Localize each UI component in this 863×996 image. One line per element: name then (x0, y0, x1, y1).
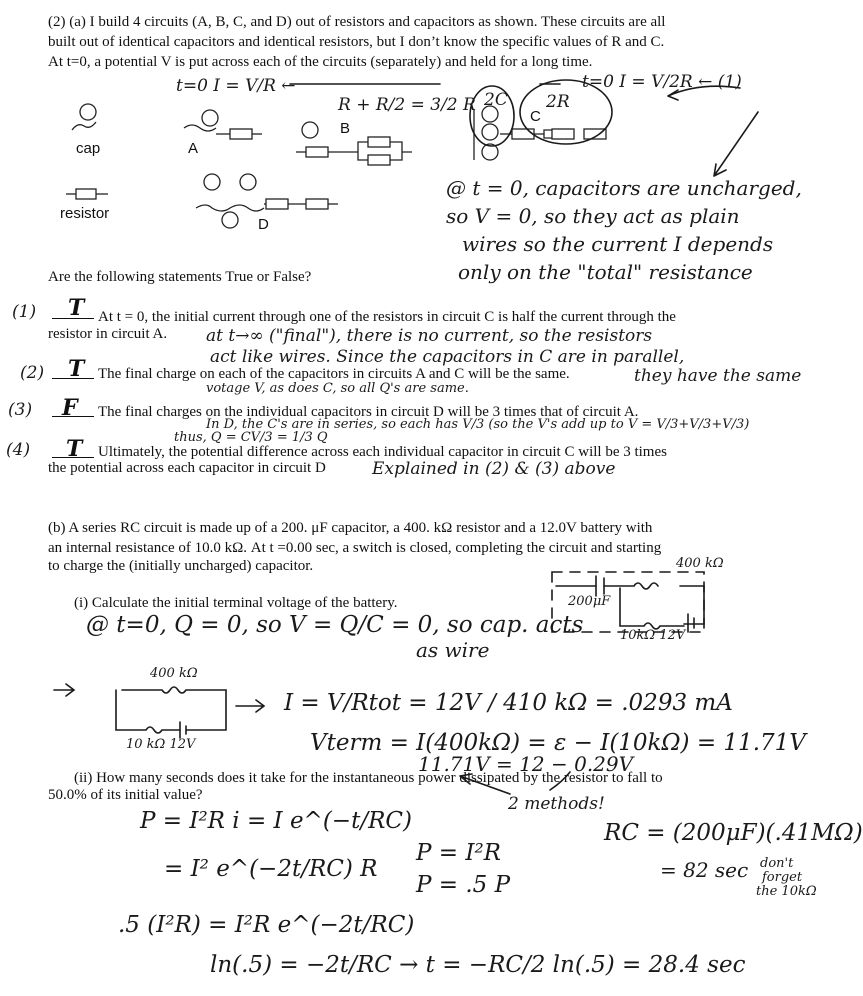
circuit-d-label: D (258, 216, 269, 233)
statement-2-text: The final charge on each of the capacitors in circuits A and C will be the same. (98, 366, 570, 382)
statement-1-answer: T (68, 295, 85, 321)
resistor-symbol (66, 189, 108, 199)
hw-2r: 2R (546, 92, 570, 112)
cap-label: cap (76, 140, 101, 157)
circuit-b-label: B (340, 120, 351, 137)
hw-uncharged-3: wires so the current I depends (462, 232, 774, 256)
hw-work-ii-1: P = I²R i = I e^(−t/RC) (140, 808, 412, 834)
circuit-c-diagram (470, 80, 612, 160)
hw-final-3: they have the same (634, 366, 802, 386)
statement-2-number: (2) (20, 363, 45, 383)
question-prompt: Are the following statements True or False? (48, 269, 312, 285)
hw-final-2: act like wires. Since the capacitors in C are in parallel, (210, 347, 685, 367)
question-ii-line-2: 50.0% of its initial value? (48, 787, 203, 803)
statement-3-text: The final charges on the individual capacitors in circuit D will be 3 times that of circuit A. (98, 404, 639, 420)
hw-final-4: votage V, as does C, so all Q's are same. (206, 381, 469, 396)
resistor-label: resistor (60, 205, 110, 222)
hw-d-2: thus, Q = CV/3 = 1/3 Q (174, 430, 328, 445)
hw-top-left: t=0 I = V/R ← (176, 76, 296, 96)
cap-symbol (72, 104, 96, 130)
statement-1-text-2: resistor in circuit A. (48, 326, 168, 342)
hw-circuit-200uf: 200μF (568, 594, 611, 609)
hw-uncharged-1: @ t = 0, capacitors are uncharged, (446, 176, 802, 200)
hw-work-ii-4: P = .5 P (416, 872, 511, 898)
hw-d-1: In D, the C's are in series, so each has V/3 (so the V's add up to V = V/3+V/3+V/3) (206, 417, 750, 432)
hw-work-i-2: as wire (416, 638, 490, 662)
circuit-c-label: C (530, 108, 541, 125)
part-b-intro-line-2: an internal resistance of 10.0 kΩ. At t =0.00 sec, a switch is closed, completing the circuit and starting (48, 540, 662, 556)
hw-work-ii-3: P = I²R (416, 840, 501, 866)
statement-3-number: (3) (8, 400, 33, 420)
hw-work-i-1: @ t=0, Q = 0, so V = Q/C = 0, so cap. acts (86, 612, 584, 638)
hw-uncharged-4: only on the "total" resistance (458, 260, 753, 284)
circuit-a-label: A (188, 140, 199, 157)
statement-4-number: (4) (6, 440, 31, 460)
hw-circuit-10k12: 10kΩ 12V (620, 628, 686, 643)
hw-work-ii-6: ln(.5) = −2t/RC → t = −RC/2 ln(.5) = 28.4 sec (210, 952, 746, 978)
statement-4-text-1: Ultimately, the potential difference across each individual capacitor in circuit C will be 3 times (98, 444, 667, 460)
hw-2c: 2C (484, 90, 508, 110)
question-ii-line-1: (ii) How many seconds does it take for the instantaneous power dissipated by the resistor to fall to (74, 770, 663, 786)
statement-2-answer: T (68, 356, 85, 382)
statement-4-text-2: the potential across each capacitor in circuit D (48, 460, 326, 476)
hw-final-1: at t→∞ ("final"), there is no current, so the resistors (206, 326, 653, 346)
hw-sketch-400k: 400 kΩ (150, 666, 198, 681)
question-i: (i) Calculate the initial terminal voltage of the battery. (74, 595, 398, 611)
hw-uncharged-2: so V = 0, so they act as plain (446, 204, 740, 228)
statement-1-text-1: At t = 0, the initial current through one of the resistors in circuit C is half the current through the (98, 309, 676, 325)
hw-work-i-3: I = V/Rtot = 12V / 410 kΩ = .0293 mA (284, 690, 733, 716)
hw-rc-3: don't (760, 856, 794, 871)
hw-rc-4: forget (762, 870, 803, 885)
part-a-intro-line-3: At t=0, a potential V is put across each of the circuits (separately) and held for a long time. (48, 54, 593, 70)
part-a-intro-line-1: (2) (a) I build 4 circuits (A, B, C, and D) out of resistors and capacitors as shown. These circuits are all (48, 14, 666, 30)
hw-rc-2: = 82 sec (660, 858, 749, 882)
rc-sketch-left (54, 684, 264, 738)
hw-note-4: Explained in (2) & (3) above (372, 459, 616, 479)
statement-3-answer: F (62, 395, 78, 421)
hw-work-i-5: 11.71V = 12 − 0.29V (418, 752, 634, 776)
hw-rc-5: the 10kΩ (756, 884, 817, 899)
hw-work-i-4: Vterm = I(400kΩ) = ε − I(10kΩ) = 11.71V (310, 730, 806, 756)
hw-top-b: R + R/2 = 3/2 R (338, 95, 476, 115)
hw-rc-1: RC = (200μF)(.41MΩ) (604, 820, 863, 846)
circuit-d-diagram (196, 174, 338, 228)
rc-circuit-sketch (552, 572, 704, 632)
statement-4-answer: T (66, 436, 83, 462)
hw-top-right: t=0 I = V/2R ← (1) (582, 72, 742, 92)
part-b-intro-line-1: (b) A series RC circuit is made up of a 200. μF capacitor, a 400. kΩ resistor and a 12.0V battery with (48, 520, 653, 536)
circuit-b-diagram (296, 122, 412, 165)
hw-sketch-10k12: 10 kΩ 12V (126, 737, 196, 752)
hw-work-ii-2: = I² e^(−2t/RC) R (164, 856, 378, 882)
statement-1-number: (1) (12, 302, 37, 322)
hw-2-methods: 2 methods! (508, 794, 605, 814)
part-b-intro-line-3: to charge the (initially uncharged) capacitor. (48, 558, 314, 574)
circuit-a-diagram (184, 110, 262, 139)
hw-work-ii-5: .5 (I²R) = I²R e^(−2t/RC) (118, 912, 415, 938)
hw-circuit-400k: 400 kΩ (676, 556, 724, 571)
part-a-intro-line-2: built out of identical capacitors and identical resistors, but I don’t know the specific values of R and C. (48, 34, 665, 50)
